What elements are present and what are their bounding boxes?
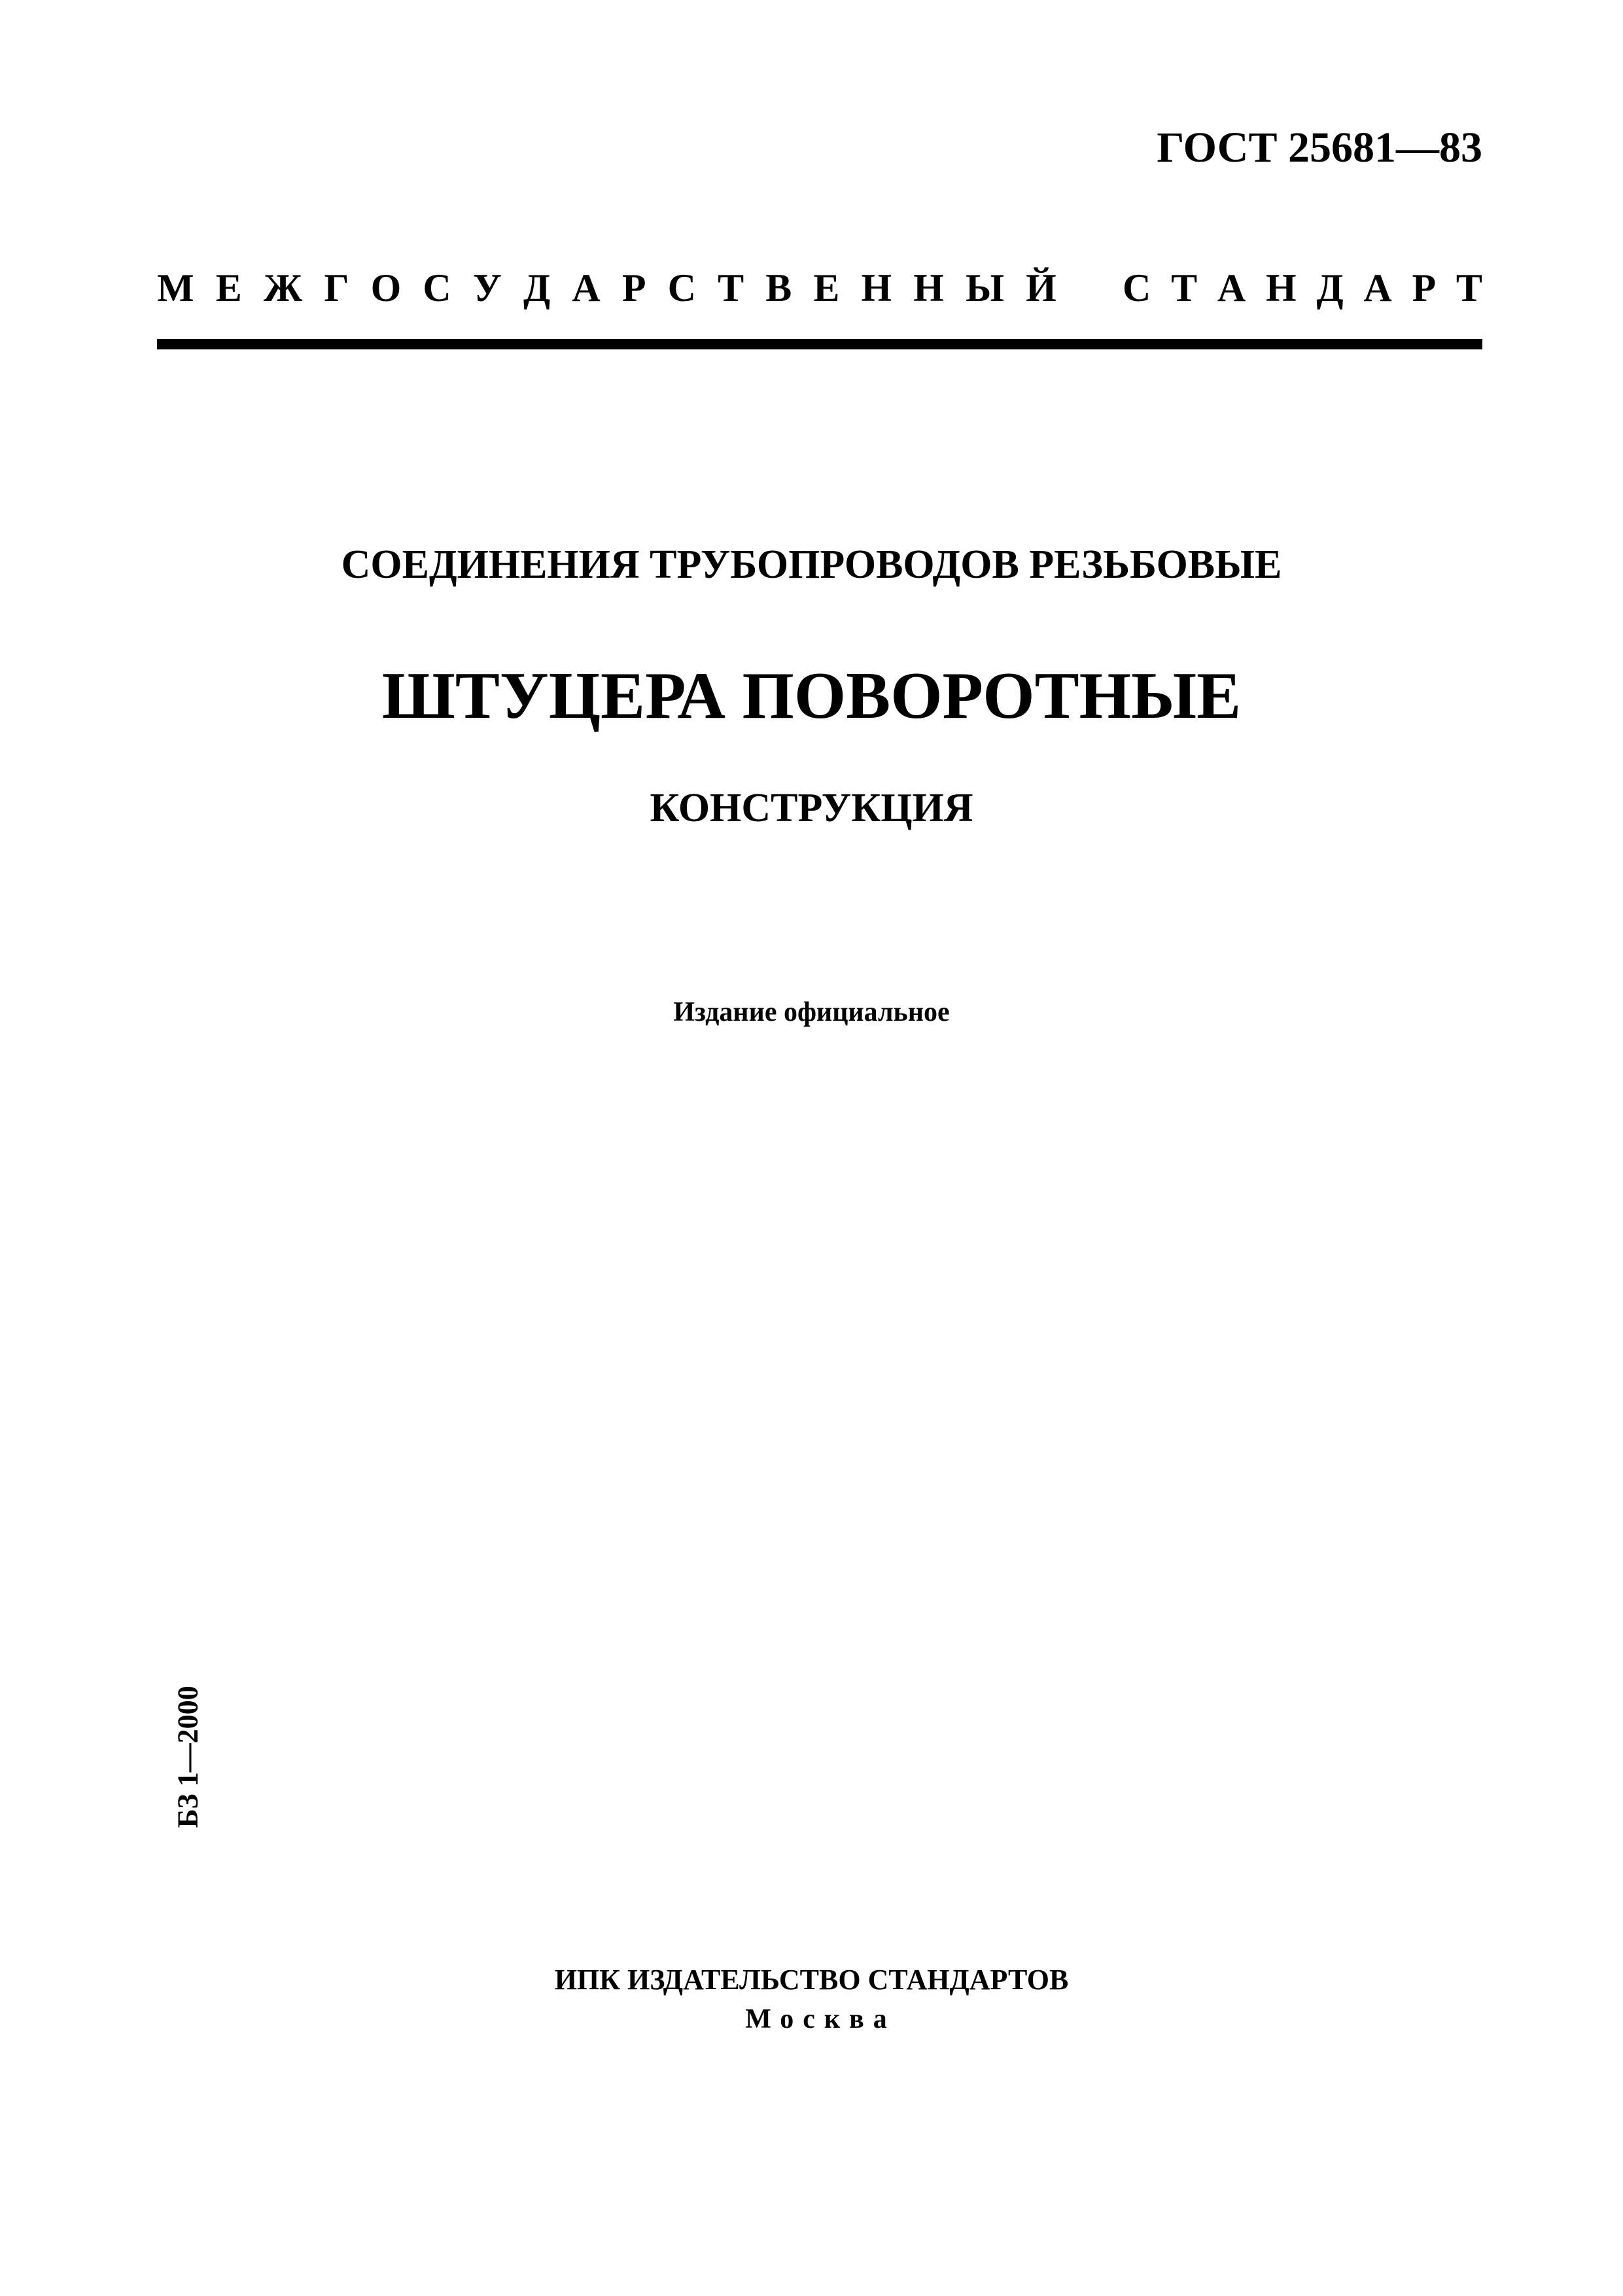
banner-letter: О bbox=[370, 266, 402, 309]
banner-letter: Г bbox=[324, 266, 349, 309]
banner-letter: Е bbox=[813, 266, 840, 309]
banner-letter: С bbox=[423, 266, 451, 309]
banner-letter: В bbox=[765, 266, 792, 309]
banner-letter: А bbox=[1217, 266, 1246, 309]
document-part-title: КОНСТРУКЦИЯ bbox=[650, 786, 973, 830]
banner-letter: С bbox=[667, 266, 696, 309]
publisher-name: ИПК ИЗДАТЕЛЬСТВО СТАНДАРТОВ bbox=[554, 1964, 1069, 1996]
standard-number: ГОСТ 25681—83 bbox=[1157, 124, 1482, 171]
banner-word-interstate bbox=[157, 266, 1056, 311]
banner-letter: Н bbox=[1265, 266, 1297, 309]
banner-letter: Н bbox=[861, 266, 892, 309]
document-title: СОЕДИНЕНИЯ ТРУБОПРОВОДОВ РЕЗЬБОВЫЕ bbox=[341, 542, 1282, 587]
document-subtitle: ШТУЦЕРА ПОВОРОТНЫЕ bbox=[381, 659, 1242, 733]
banner-letter: Т bbox=[1456, 266, 1482, 309]
banner-letter: Д bbox=[1316, 266, 1344, 309]
banner-letter: У bbox=[472, 266, 502, 309]
banner-letter: А bbox=[572, 266, 601, 309]
banner-letter: М bbox=[157, 266, 194, 309]
banner-letter: А bbox=[1363, 266, 1392, 309]
banner-letter: С bbox=[1123, 266, 1151, 309]
banner-letter: Е bbox=[215, 266, 242, 309]
side-code-text: БЗ 1—2000 bbox=[171, 1686, 204, 1828]
edition-label: Издание официальное bbox=[673, 997, 950, 1027]
header-rule-line bbox=[157, 339, 1482, 349]
banner-letter: Т bbox=[1171, 266, 1198, 309]
banner-letter: Д bbox=[523, 266, 551, 309]
banner-letter: Й bbox=[1026, 266, 1056, 309]
banner-letter: Ж bbox=[263, 266, 303, 309]
banner-letter: Н bbox=[913, 266, 944, 309]
header-banner bbox=[157, 262, 1482, 314]
banner-letter: Р bbox=[621, 266, 646, 309]
banner-letter: Р bbox=[1412, 266, 1437, 309]
publisher-city: Москва bbox=[745, 2004, 896, 2034]
banner-letter: Т bbox=[718, 266, 744, 309]
banner-letter: Ы bbox=[966, 266, 1004, 309]
banner-word-standard bbox=[1123, 266, 1482, 311]
